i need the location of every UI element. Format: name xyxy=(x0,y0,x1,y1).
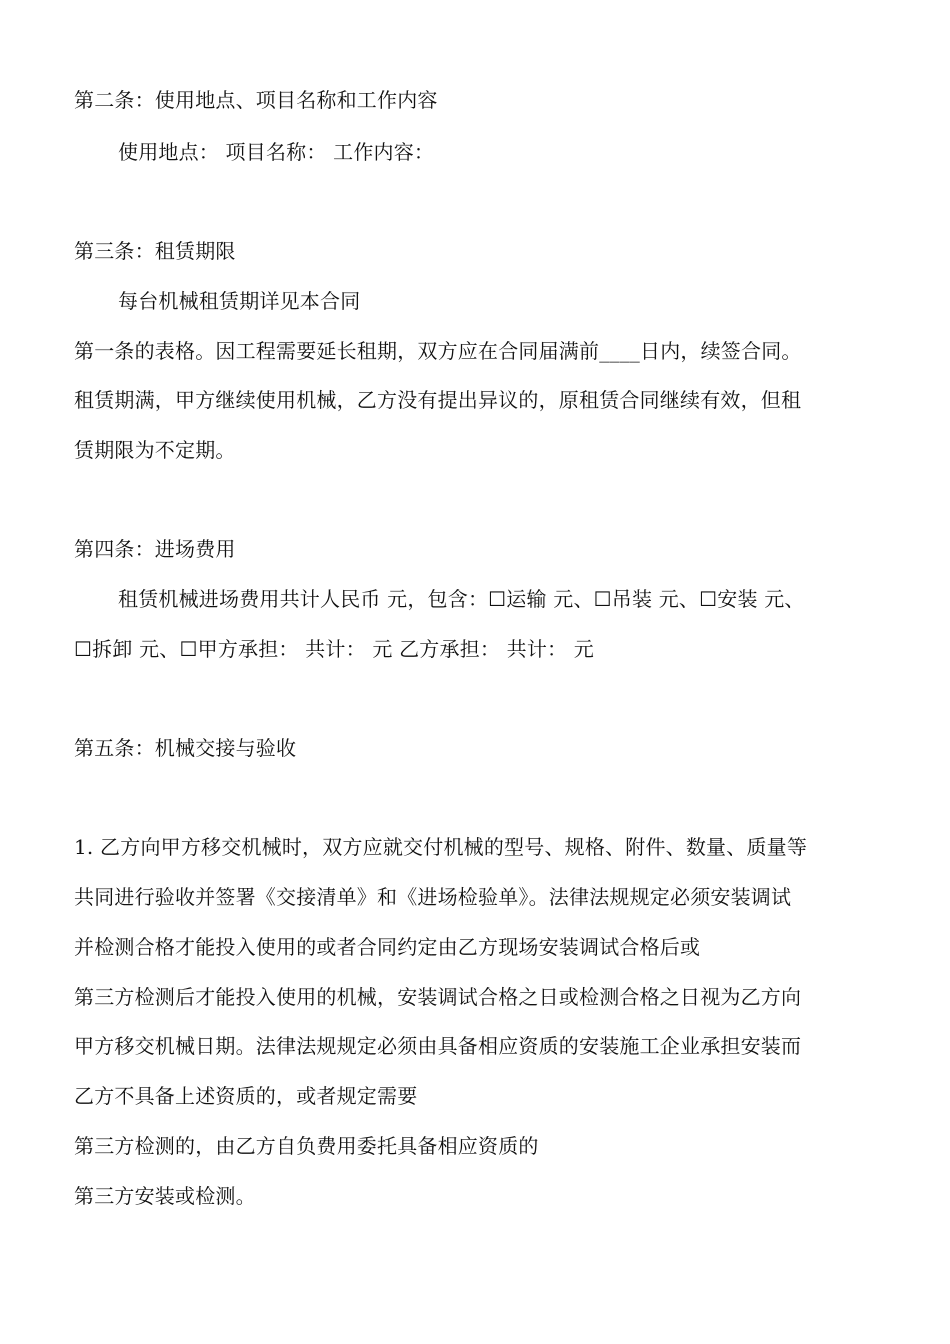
article-5-line: 甲方移交机械日期。法律法规规定必须由具备相应资质的安装施工企业承担安装而 xyxy=(74,1034,802,1058)
article-2-fields: 使用地点： 项目名称： 工作内容： xyxy=(118,140,435,164)
article-5-line: 并检测合格才能投入使用的或者合同约定由乙方现场安装调试合格后或 xyxy=(74,935,701,959)
article-3-heading: 第三条：租赁期限 xyxy=(74,239,236,263)
article-5-line: 第三方安装或检测。 xyxy=(74,1184,256,1208)
article-5-line: 共同进行验收并签署《交接清单》和《进场检验单》。法律法规规定必须安装调试 xyxy=(74,885,792,909)
article-3-line: 第一条的表格。因工程需要延长租期，双方应在合同届满前____日内，续签合同。 xyxy=(74,339,802,363)
article-5-line: 第三方检测的，由乙方自负费用委托具备相应资质的 xyxy=(74,1134,539,1158)
article-4-line: 租赁机械进场费用共计人民币 元，包含：☐运输 元、☐吊装 元、☐安装 元、 xyxy=(118,587,805,611)
article-5-line: 第三方检测后才能投入使用的机械，安装调试合格之日或检测合格之日视为乙方向 xyxy=(74,985,802,1009)
article-5-line: 1. 乙方向甲方移交机械时，双方应就交付机械的型号、规格、附件、数量、质量等 xyxy=(74,835,808,859)
article-4-heading: 第四条：进场费用 xyxy=(74,537,236,561)
article-4-line: ☐拆卸 元、☐甲方承担： 共计： 元 乙方承担： 共计： 元 xyxy=(74,637,595,661)
article-3-line: 赁期限为不定期。 xyxy=(74,438,236,462)
article-5-heading: 第五条：机械交接与验收 xyxy=(74,736,297,760)
article-2-heading: 第二条：使用地点、项目名称和工作内容 xyxy=(74,88,438,112)
article-3-line: 租赁期满，甲方继续使用机械，乙方没有提出异议的，原租赁合同继续有效，但租 xyxy=(74,388,802,412)
article-5-line: 乙方不具备上述资质的，或者规定需要 xyxy=(74,1084,418,1108)
article-3-line: 每台机械租赁期详见本合同 xyxy=(118,289,361,313)
